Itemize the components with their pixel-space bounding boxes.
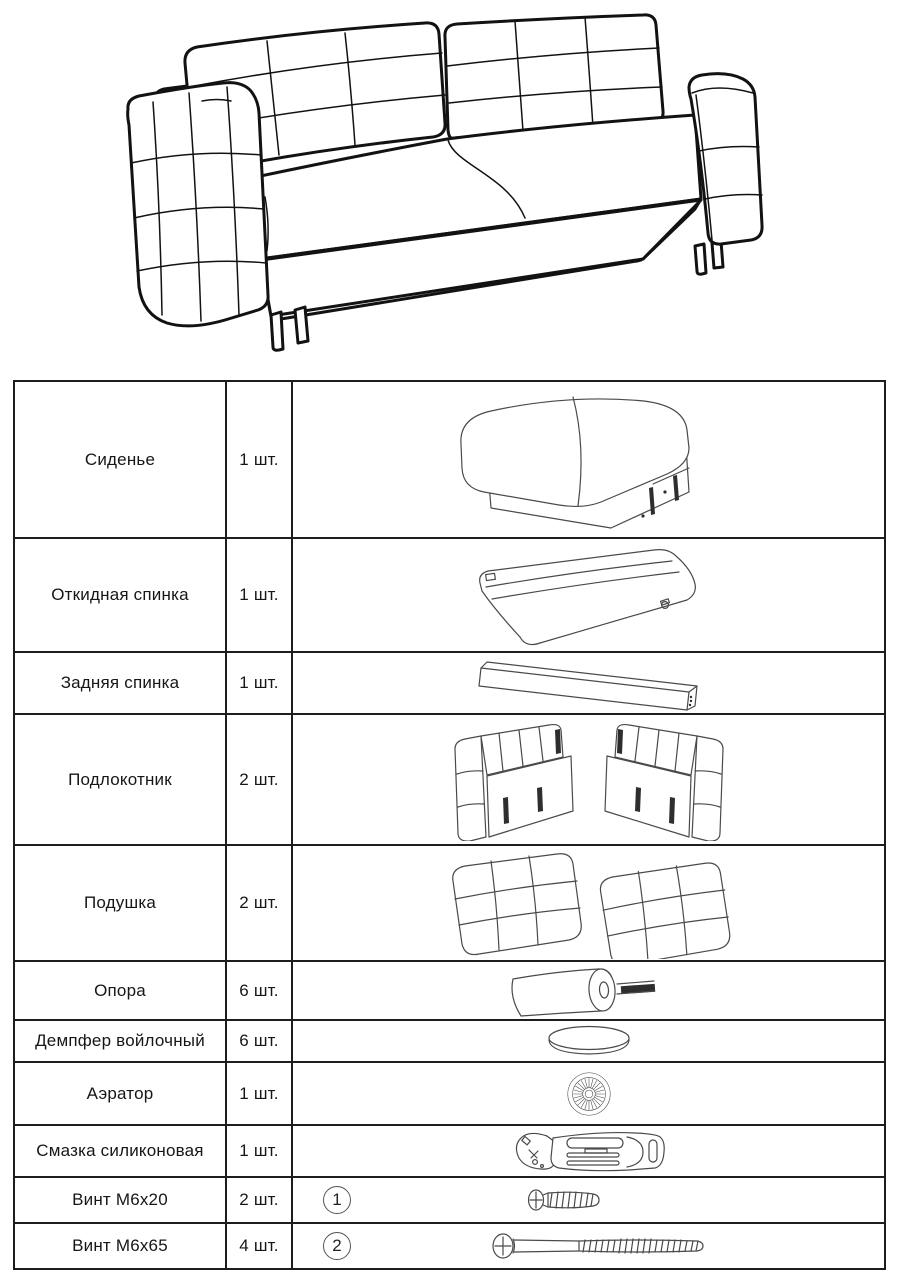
- felt-damper-icon: [534, 1023, 644, 1059]
- part-qty: 2 шт.: [226, 714, 292, 845]
- part-name: Смазка силиконовая: [14, 1125, 226, 1177]
- screw-m6x65-illustration: [292, 1223, 885, 1269]
- sofa-svg: [55, 2, 775, 356]
- table-row-felt-damper: [14, 1020, 885, 1062]
- marker-1: 1: [323, 1186, 351, 1214]
- part-qty: 2 шт.: [226, 845, 292, 961]
- table-row-folding-backrest: [14, 538, 885, 652]
- cushion-icon: [441, 847, 737, 959]
- part-name: Винт М6х20: [14, 1177, 226, 1223]
- part-qty: 1 шт.: [226, 538, 292, 652]
- screw-m6x65-icon: [489, 1229, 714, 1263]
- part-name: Откидная спинка: [14, 538, 226, 652]
- part-qty: 1 шт.: [226, 652, 292, 714]
- part-qty: 6 шт.: [226, 1020, 292, 1062]
- part-name: Аэратор: [14, 1062, 226, 1125]
- part-qty: 1 шт.: [226, 1062, 292, 1125]
- leg-icon: [499, 963, 679, 1018]
- armrest-icon: [443, 719, 735, 841]
- silicone-grease-icon: [509, 1128, 669, 1174]
- cushion-illustration: [292, 845, 885, 961]
- rear-back-panel-icon: [471, 654, 707, 712]
- table-row-cushion: [14, 845, 885, 961]
- table-row-aerator: [14, 1062, 885, 1125]
- aerator-illustration: [292, 1062, 885, 1125]
- parts-table: [13, 380, 886, 1270]
- leg-illustration: [292, 961, 885, 1020]
- table-row-silicone-grease: [14, 1125, 885, 1177]
- folding-backrest-icon: [464, 543, 714, 647]
- table-row-armrest: [14, 714, 885, 845]
- felt-damper-illustration: [292, 1020, 885, 1062]
- table-row-rear-back-panel: [14, 652, 885, 714]
- part-name: Демпфер войлочный: [14, 1020, 226, 1062]
- sofa-line-drawing: [55, 2, 775, 356]
- folding-backrest-illustration: [292, 538, 885, 652]
- table-row-screw-m6x20: [14, 1177, 885, 1223]
- seat-illustration: [292, 381, 885, 538]
- armrest-illustration: [292, 714, 885, 845]
- part-name: Опора: [14, 961, 226, 1020]
- part-qty: 1 шт.: [226, 1125, 292, 1177]
- aerator-icon: [531, 1065, 647, 1123]
- part-qty: 6 шт.: [226, 961, 292, 1020]
- table-row-seat: [14, 381, 885, 538]
- part-name: Подлокотник: [14, 714, 226, 845]
- table-row-screw-m6x65: [14, 1223, 885, 1269]
- part-qty: 1 шт.: [226, 381, 292, 538]
- rear-back-panel-illustration: [292, 652, 885, 714]
- part-name: Подушка: [14, 845, 226, 961]
- table-row-leg: [14, 961, 885, 1020]
- screw-m6x20-icon: [521, 1185, 611, 1215]
- part-name: Сиденье: [14, 381, 226, 538]
- part-name: Винт М6х65: [14, 1223, 226, 1269]
- screw-m6x20-illustration: [292, 1177, 885, 1223]
- part-name: Задняя спинка: [14, 652, 226, 714]
- silicone-grease-illustration: [292, 1125, 885, 1177]
- marker-2: 2: [323, 1232, 351, 1260]
- part-qty: 4 шт.: [226, 1223, 292, 1269]
- part-qty: 2 шт.: [226, 1177, 292, 1223]
- seat-icon: [439, 388, 739, 532]
